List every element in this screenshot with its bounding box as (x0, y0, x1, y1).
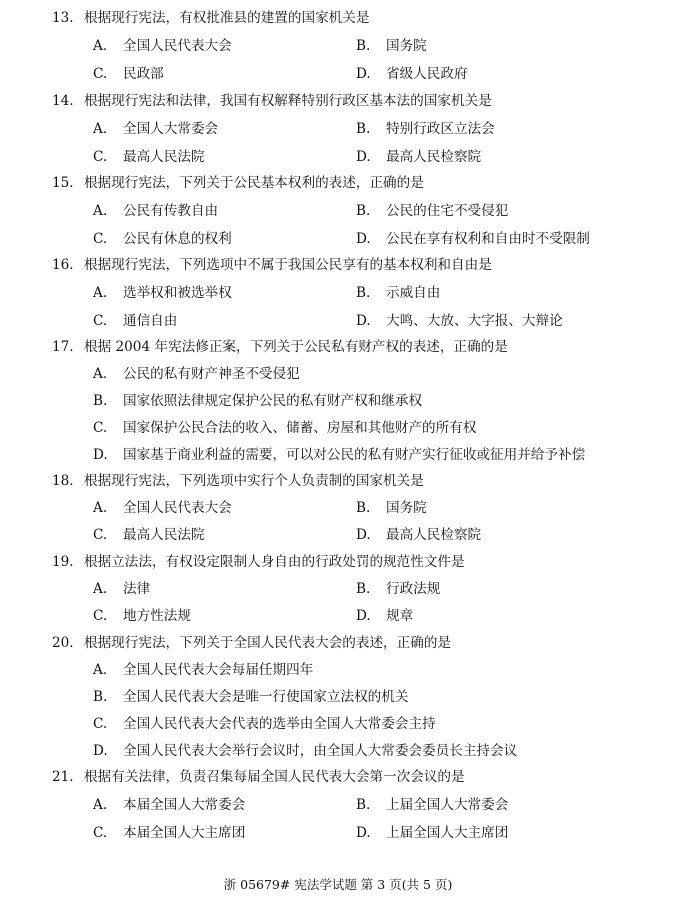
option-a: A. 全国人民代表大会 (93, 500, 232, 516)
option-b: B. 上届全国人大常委会 (356, 797, 509, 813)
option-a: A. 全国人民代表大会 (93, 38, 232, 54)
question-text: 根据现行宪法和法律，我国有权解释特别行政区基本法的国家机关是 (84, 93, 492, 109)
question-stem (52, 256, 492, 274)
option-b: B. 全国人民代表大会是唯一行使国家立法权的机关 (93, 689, 409, 705)
option-d: D. 全国人民代表大会举行会议时，由全国人大常委会委员长主持会议 (93, 743, 518, 759)
option-d: D. 公民在享有权利和自由时不受限制 (356, 231, 590, 247)
question-stem (52, 174, 424, 192)
option-c: C. 国家保护公民合法的收入、储蓄、房屋和其他财产的所有权 (93, 420, 477, 436)
page-footer: 浙 05679# 宪法学试题 第 3 页(共 5 页) (223, 877, 453, 892)
option-d: D. 上届全国人大主席团 (356, 825, 509, 841)
option-b: B. 行政法规 (356, 581, 441, 597)
option-c: C. 最高人民法院 (93, 149, 205, 165)
question-text: 根据现行宪法，下列选项中不属于我国公民享有的基本权利和自由是 (84, 257, 492, 273)
option-a: A. 全国人大常委会 (93, 121, 219, 137)
option-d: D. 最高人民检察院 (356, 149, 482, 165)
question-number: 16. (52, 257, 74, 273)
question-text: 根据 2004 年宪法修正案，下列关于公民私有财产权的表述，正确的是 (84, 339, 508, 355)
option-c: C. 民政部 (93, 66, 164, 82)
option-c: C. 地方性法规 (93, 608, 191, 624)
option-c: C. 本届全国人大主席团 (93, 825, 246, 841)
option-b: B. 国家依照法律规定保护公民的私有财产权和继承权 (93, 393, 423, 409)
option-b: B. 国务院 (356, 38, 427, 54)
option-a: A. 全国人民代表大会每届任期四年 (93, 662, 314, 678)
question-stem (52, 92, 492, 110)
question-number: 17. (52, 339, 74, 355)
option-c: C. 全国人民代表大会代表的选举由全国人大常委会主持 (93, 716, 436, 732)
option-b: B. 公民的住宅不受侵犯 (356, 203, 509, 219)
question-number: 15. (52, 175, 74, 191)
option-a: A. 公民有传教自由 (93, 203, 219, 219)
question-stem (52, 338, 508, 356)
question-text: 根据有关法律，负责召集每届全国人民代表大会第一次会议的是 (84, 769, 465, 785)
option-d: D. 省级人民政府 (356, 66, 468, 82)
question-text: 根据现行宪法，下列关于全国人民代表大会的表述，正确的是 (84, 635, 452, 651)
option-c: C. 公民有休息的权利 (93, 231, 232, 247)
option-a: A. 法律 (93, 581, 151, 597)
question-stem (52, 768, 465, 786)
option-a: A. 本届全国人大常委会 (93, 797, 246, 813)
question-number: 19. (52, 554, 74, 570)
option-c: C. 最高人民法院 (93, 527, 205, 543)
question-number: 21. (52, 769, 74, 785)
question-text: 根据现行宪法，下列关于公民基本权利的表述，正确的是 (84, 175, 424, 191)
option-d: D. 国家基于商业利益的需要，可以对公民的私有财产实行征收或征用并给予补偿 (93, 447, 586, 463)
question-number: 13. (52, 10, 74, 26)
option-d: D. 最高人民检察院 (356, 527, 482, 543)
question-text: 根据现行宪法，下列选项中实行个人负责制的国家机关是 (84, 473, 424, 489)
option-d: D. 大鸣、大放、大字报、大辩论 (356, 313, 563, 329)
option-d: D. 规章 (356, 608, 414, 624)
question-number: 18. (52, 473, 74, 489)
question-stem (52, 9, 369, 27)
question-stem (52, 472, 424, 490)
question-text: 根据立法法，有权设定限制人身自由的行政处罚的规范性文件是 (84, 554, 465, 570)
option-b: B. 示威自由 (356, 285, 441, 301)
option-b: B. 特别行政区立法会 (356, 121, 495, 137)
question-stem (52, 634, 451, 652)
option-a: A. 选举权和被选举权 (93, 285, 232, 301)
question-stem (52, 553, 465, 571)
question-number: 20. (52, 635, 74, 651)
question-number: 14. (52, 93, 74, 109)
option-a: A. 公民的私有财产神圣不受侵犯 (93, 366, 300, 382)
option-c: C. 通信自由 (93, 313, 178, 329)
option-b: B. 国务院 (356, 500, 427, 516)
question-text: 根据现行宪法，有权批准县的建置的国家机关是 (84, 10, 370, 26)
